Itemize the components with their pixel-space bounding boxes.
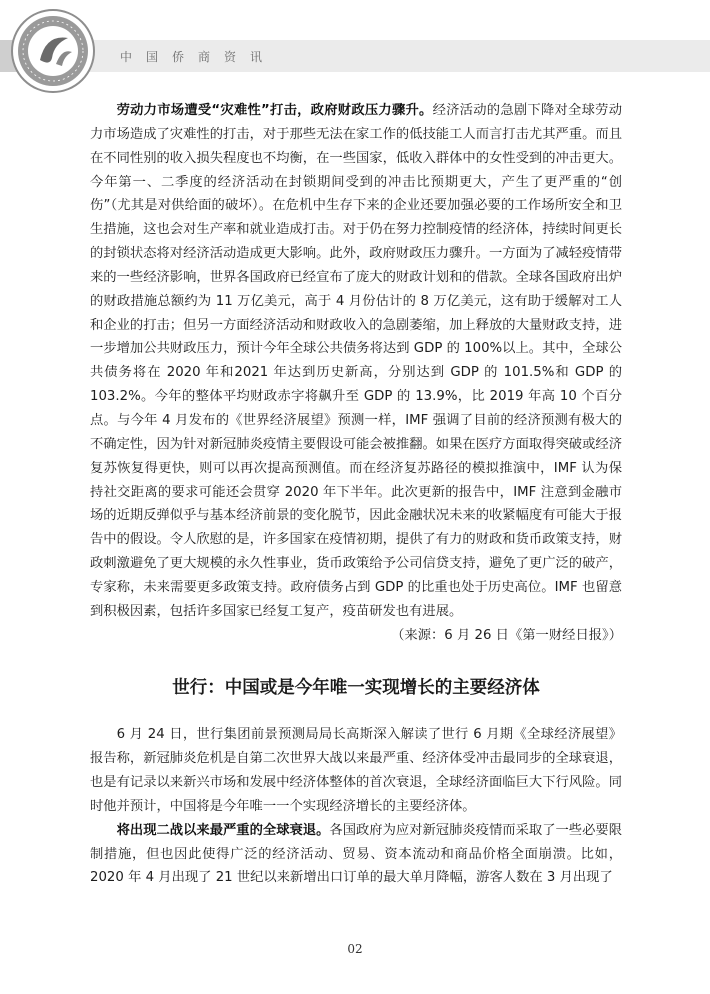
paragraph-recession	[90, 819, 622, 891]
source-citation: （来源：6 月 26 日《第一财经日报》）	[391, 627, 622, 643]
publication-title: 中国侨商资讯	[120, 50, 277, 64]
logo-emblem-icon	[10, 8, 96, 94]
paragraph-world-bank: 6 月 24 日，世行集团前景预测局局长高斯深入解读了世行 6 月期《全球经济展望》报告称，新冠肺炎危机是自第二次世界大战以来最严重、经济体受冲击最同步的全球衰退，也是有记录以来新兴市场和发展中经济体整体的首次衰退，全球经济面临巨大下行风险。同时他并预计，中国将是今年唯一一个实现经济增长的主要经济体。	[90, 727, 622, 814]
paragraph-text: 经济活动的急剧下降对全球劳动力市场造成了灾难性的打击，对于那些无法在家工作的低技能工人而言打击尤其严重。而且在不同性别的收入损失程度也不均衡，在一些国家，低收入群体中的女性受到的冲击更大。今年第一、二季度的经济活动在封锁期间受到的冲击比预期更大，产生了更严重的“创伤”（尤其是对供给面的破坏）。在危机中生存下来的企业还要加强必要的工作场所安全和卫生措施，这也会对生产率和就业造成打击。对于仍在努力控制疫情的经济体，持续时间更长的封锁状态将对经济活动造成更大影响。此外，政府财政压力骤升。一方面为了减轻疫情带来的一些经济影响，世界各国政府已经宣布了庞大的财政计划和的借款。全球各国政府出炉的财政措施总额约为 11 万亿美元，高于 4 月份估计的 8 万亿美元，这有助于缓解对工人和企业的打击；但另一方面经济活动和财政收入的急剧萎缩，加上释放的大量财政支持，进一步增加公共财政压力，预计今年全球公共债务将达到 GDP 的 100%以上。其中，全球公共债务将在 2020 年和2021 年达到历史新高，分别达到 GDP 的 101.5%和 GDP 的 103.2%。今年的整体平均财政赤字将飙升至 GDP 的 13.9%，比 2019 年高 10 个百分点。与今年 4 月发布的《世界经济展望》预测一样，IMF 强调了目前的经济预测有极大的不确定性，因为针对新冠肺炎疫情主要假设可能会被推翻。如果在医疗方面取得突破或经济复苏恢复得更快，则可以再次提高预测值。而在经济复苏路径的模拟推演中，IMF 认为保持社交距离的要求可能还会贯穿 2020 年下半年。此次更新的报告中，IMF 注意到金融市场的近期反弹似乎与基本经济前景的变化脱节，因此金融状况未来的收紧幅度有可能大于报告中的假设。令人欣慰的是，许多国家在疫情初期，提供了有力的财政和货币政策支持，财政刺激避免了更大规模的永久性事业，货币政策给予公司信贷支持，避免了更广泛的破产，专家称，未来需要更多政策支持。政府债务占到 GDP 的比重也处于历史高位。IMF 也留意到积极因素，包括许多国家已经复工复产，疫苗研发也有进展。	[90, 103, 622, 619]
article-body	[90, 99, 622, 890]
paragraph-labor-market	[90, 99, 622, 624]
paragraph-lead-heading: 将出现二战以来最严重的全球衰退。	[116, 822, 330, 838]
paragraph-text: 各国政府为应对新冠肺炎疫情而采取了一些必要限制措施，但也因此使得广泛的经济活动、贸易、资本流动和商品价格全面崩溃。比如，2020 年 4 月出现了 21 世纪以来新增出口订单的最大单月降幅，游客人数在 3 月出现了	[90, 822, 623, 886]
paragraph-lead-heading: 劳动力市场遭受“灾难性”打击，政府财政压力骤升。	[116, 103, 433, 118]
header-bar	[0, 40, 710, 72]
section-title: 世行：中国或是今年唯一实现增长的主要经济体	[172, 678, 540, 699]
page-number: 02	[347, 942, 363, 956]
